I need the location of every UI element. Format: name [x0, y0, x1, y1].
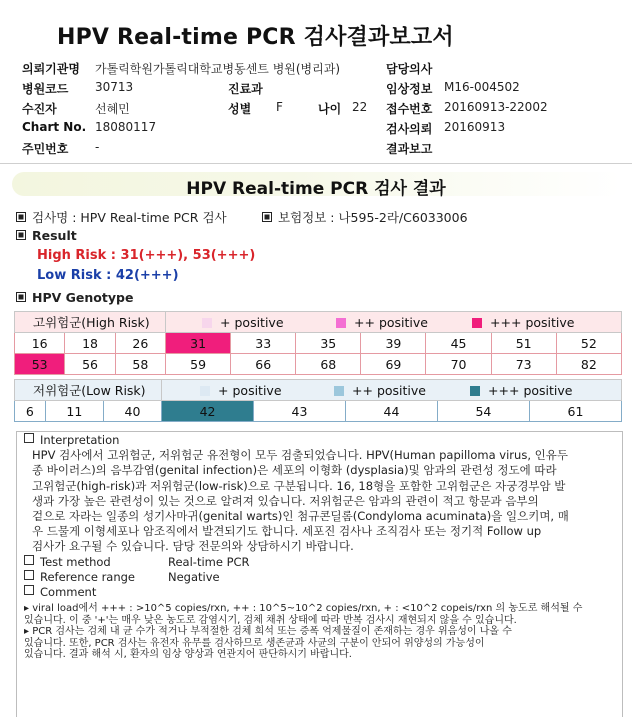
- reference-range-value: Negative: [168, 569, 220, 584]
- low-risk-header: 저위험군(Low Risk): [15, 380, 162, 401]
- label-receipt-no: 접수번호: [386, 102, 433, 116]
- bullet-square-icon: [24, 555, 34, 565]
- label-clinical-info: 임상정보: [386, 82, 433, 96]
- bullet-square-icon: [24, 433, 34, 443]
- label-patient: 수진자: [22, 102, 57, 116]
- high-risk-cell-66: 66: [231, 354, 296, 375]
- high-risk-header-row: [15, 312, 622, 333]
- legend-plus: + positive: [218, 382, 282, 398]
- reference-range-row: [24, 570, 620, 585]
- reference-range-label: Reference range: [40, 569, 136, 584]
- test-name-row: [16, 208, 227, 226]
- low-risk-cell-61: 61: [529, 401, 621, 422]
- value-resident-no: -: [95, 140, 100, 154]
- interpretation-line: 생과 가장 높은 관련성이 있는 것으로 알려져 있습니다. 저위험군은 암과의 관련이 적고 항문과 음부의: [32, 493, 539, 508]
- high-risk-cell-53: 53: [15, 354, 65, 375]
- comment-body: [24, 603, 620, 661]
- high-risk-cell-68: 68: [296, 354, 361, 375]
- interpretation-section: [24, 433, 620, 661]
- bullet-square-icon: [262, 212, 272, 222]
- high-risk-cell-35: 35: [296, 333, 361, 354]
- interpretation-heading-row: [24, 433, 620, 448]
- low-risk-cell-44: 44: [345, 401, 437, 422]
- legend-plus-swatch: [200, 386, 210, 396]
- label-resident-no: 주민번호: [22, 142, 69, 156]
- low-risk-cell-42: 42: [162, 401, 254, 422]
- value-sex: F: [276, 100, 283, 114]
- insurance-row: [262, 208, 468, 226]
- interpretation-body: [24, 448, 620, 554]
- test-method-row: [24, 555, 620, 570]
- high-risk-cell-58: 58: [115, 354, 165, 375]
- legend-plus: + positive: [220, 314, 284, 330]
- high-risk-row-2: [15, 354, 622, 375]
- comment-line: 있습니다. 또한, PCR 검사는 유전자 유무를 검사하므로 생존균과 사균의 구분이 안되어 위양성의 가능성이: [24, 637, 485, 649]
- legend-plusplus: ++ positive: [354, 314, 428, 330]
- genotype-heading: HPV Genotype: [32, 290, 134, 305]
- low-risk-table: [14, 379, 622, 422]
- low-risk-cell-6: 6: [15, 401, 46, 422]
- value-request-date: 20160913: [444, 120, 506, 134]
- bullet-square-icon: [24, 585, 34, 595]
- high-risk-row-1: [15, 333, 622, 354]
- high-risk-cell-26: 26: [115, 333, 165, 354]
- test-name: 검사명 : HPV Real-time PCR 검사: [32, 210, 227, 225]
- bullet-square-icon: [24, 570, 34, 580]
- low-risk-value: 42(+++): [115, 268, 179, 283]
- report-title: HPV Real-time PCR 검사결과보고서: [57, 25, 454, 50]
- result-heading: Result: [32, 228, 77, 243]
- comment-line: 있습니다. 결과 해석 시, 환자의 임상 양상과 연관지어 판단하시기 바랍니다.: [24, 649, 352, 661]
- high-risk-cell-56: 56: [65, 354, 115, 375]
- label-dept: 진료과: [228, 82, 263, 96]
- high-risk-label: High Risk :: [37, 248, 116, 263]
- divider: [0, 163, 632, 164]
- low-risk-header-row: [15, 380, 622, 401]
- legend-plusplus-swatch: [334, 386, 344, 396]
- test-method-value: Real-time PCR: [168, 554, 250, 569]
- bullet-square-icon: [16, 230, 26, 240]
- low-risk-cell-11: 11: [45, 401, 103, 422]
- bullet-square-icon: [16, 292, 26, 302]
- high-risk-result: [37, 248, 255, 263]
- high-risk-cell-16: 16: [15, 333, 65, 354]
- legend-plusplus: ++ positive: [352, 382, 426, 398]
- value-receipt-no: 20160913-22002: [444, 100, 548, 114]
- comment-line: ▸ viral load에서 +++ : >10^5 copies/rxn, ++ : 10^5~10^2 copies/rxn, + : <10^2 copeis/rxn 의 농도로 해석될 수: [24, 603, 583, 615]
- high-risk-cell-69: 69: [361, 354, 426, 375]
- legend-plus-swatch: [202, 318, 212, 328]
- high-risk-cell-52: 52: [556, 333, 621, 354]
- info-left-labels: [22, 60, 86, 160]
- interpretation-line: HPV 검사에서 고위험군, 저위험군 유전형이 모두 검출되었습니다. HPV(Human papilloma virus, 인유두: [32, 448, 568, 463]
- low-risk-result: [37, 268, 179, 283]
- label-institution: 의뢰기관명: [22, 62, 80, 76]
- comment-line: 있습니다. 이 중 '+'는 매우 낮은 농도로 감염시기, 검체 채취 상태에 따라 반복 검사시 재현되지 않을 수 있습니다.: [24, 614, 517, 626]
- value-chart-no: 18080117: [95, 120, 157, 134]
- label-chart-no: Chart No.: [22, 120, 87, 134]
- interpretation-line: 검사가 요구될 수 있습니다. 담당 전문의와 상담하시기 바랍니다.: [32, 539, 354, 554]
- legend-plusplusplus: +++ positive: [488, 382, 573, 398]
- high-risk-cell-73: 73: [491, 354, 556, 375]
- high-risk-cell-70: 70: [426, 354, 491, 375]
- high-risk-header: 고위험군(High Risk): [15, 312, 166, 333]
- interpretation-heading: Interpretation: [40, 433, 120, 447]
- high-risk-cell-18: 18: [65, 333, 115, 354]
- interpretation-line: 종 바이러스)의 음부감염(genital infection)은 세포의 이형화 (dysplasia)및 암과의 관련성 정도에 따라: [32, 463, 557, 478]
- label-report-date: 결과보고: [386, 142, 433, 156]
- label-age: 나이: [318, 102, 342, 116]
- high-risk-cell-39: 39: [361, 333, 426, 354]
- low-risk-row: [15, 401, 622, 422]
- value-age: 22: [352, 100, 368, 114]
- interpretation-line: 고위험군(high-risk)과 저위험군(low-risk)으로 구분됩니다. 16, 18형을 포함한 고위험군은 자궁경부암 발: [32, 478, 566, 493]
- high-risk-cell-51: 51: [491, 333, 556, 354]
- info-right-values: [444, 60, 548, 160]
- bullet-square-icon: [16, 212, 26, 222]
- legend-plusplusplus-swatch: [470, 386, 480, 396]
- comment-heading: Comment: [40, 585, 97, 600]
- label-request-date: 검사의뢰: [386, 122, 433, 136]
- high-risk-cell-33: 33: [231, 333, 296, 354]
- low-risk-cell-54: 54: [437, 401, 529, 422]
- low-risk-cell-43: 43: [254, 401, 346, 422]
- insurance-info: 보험정보 : 나595-2라/C6033006: [278, 210, 468, 225]
- low-risk-cell-40: 40: [103, 401, 161, 422]
- label-hospital-code: 병원코드: [22, 82, 69, 96]
- low-risk-label: Low Risk :: [37, 268, 112, 283]
- genotype-heading-row: [16, 290, 133, 305]
- info-left-values: [95, 60, 340, 160]
- value-report-date: [444, 140, 548, 160]
- value-doctor: [444, 60, 548, 80]
- interpretation-line: 겉으로 자라는 일종의 성기사마귀(genital warts)인 첨규콘딜롬(Condyloma acuminata)을 일으키며, 매: [32, 509, 569, 524]
- high-risk-cell-45: 45: [426, 333, 491, 354]
- high-risk-table: [14, 311, 622, 375]
- legend-plusplusplus: +++ positive: [490, 314, 575, 330]
- result-banner-title: HPV Real-time PCR 검사 결과: [186, 179, 446, 199]
- result-heading-row: [16, 228, 77, 243]
- value-hospital-code: 30713: [95, 80, 134, 94]
- legend-plusplus-swatch: [336, 318, 346, 328]
- label-sex: 성별: [228, 102, 252, 116]
- interpretation-line: 우 드물게 이형세포나 암조직에서 발견되기도 합니다. 세포진 검사나 조직검사 또는 정기적 Follow up: [32, 524, 542, 539]
- label-doctor: 담당의사: [386, 62, 433, 76]
- comment-line: ▸ PCR 검사는 검체 내 균 수가 적거나 부적절한 검체 희석 또는 증폭 억제물질이 존재하는 경우 위음성이 나올 수: [24, 626, 512, 638]
- value-clinical-info: M16-004502: [444, 80, 520, 94]
- test-method-label: Test method: [40, 554, 111, 569]
- legend-plusplusplus-swatch: [472, 318, 482, 328]
- value-patient: 선혜민: [95, 102, 130, 116]
- high-risk-cell-82: 82: [556, 354, 621, 375]
- info-right-labels: [386, 60, 432, 160]
- value-institution: 가톨릭학원가톨릭대학교병동센트 병원(병리과): [95, 62, 341, 76]
- comment-heading-row: [24, 585, 620, 600]
- low-risk-legend: [162, 380, 622, 401]
- high-risk-cell-59: 59: [166, 354, 231, 375]
- high-risk-value: 31(+++), 53(+++): [120, 248, 256, 263]
- high-risk-legend: [166, 312, 622, 333]
- high-risk-cell-31: 31: [166, 333, 231, 354]
